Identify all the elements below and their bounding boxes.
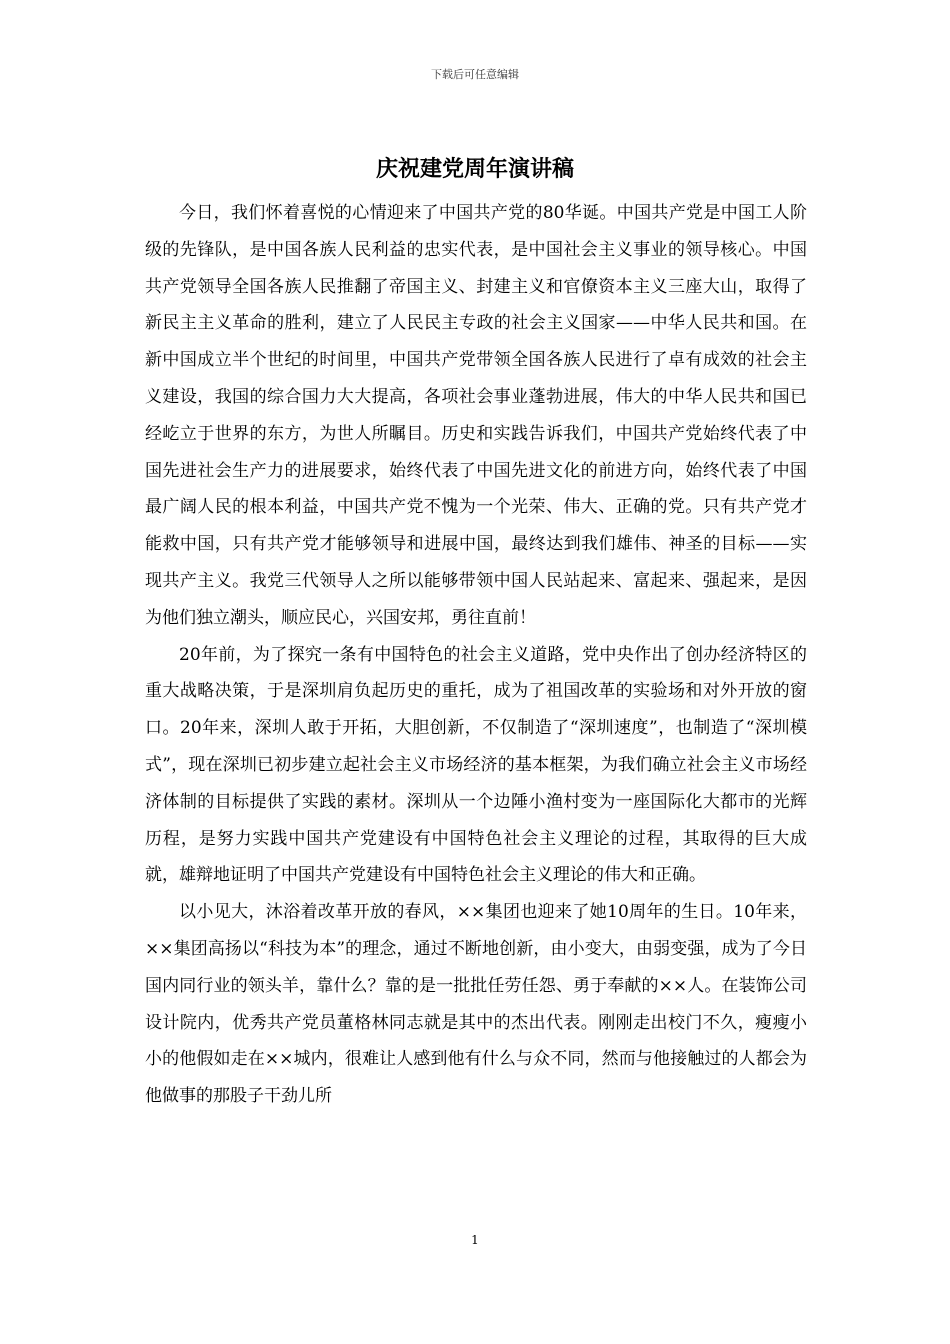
page-number: 1 [471,1233,479,1247]
document-body [145,195,807,1115]
document-title: 庆祝建党周年演讲稿 [375,157,574,182]
paragraph: 20年前，为了探究一条有中国特色的社会主义道路，党中央作出了创办经济特区的重大战略决策，于是深圳肩负起历史的重托，成为了祖国改革的实验场和对外开放的窗口。20年来，深圳人敢于开拓，大胆创新，不仅制造了“深圳速度”，也制造了“深圳模式”，现在深圳已初步建立起社会主义市场经济的基本框架，为我们确立社会主义市场经济体制的目标提供了实践的素材。深圳从一个边陲小渔村变为一座国际化大都市的光辉历程，是努力实践中国共产党建设有中国特色社会主义理论的过程，其取得的巨大成就，雄辩地证明了中国共产党建设有中国特色社会主义理论的伟大和正确。 [145,644,807,886]
header-note: 下载后可任意编辑 [431,68,519,81]
paragraph: 今日，我们怀着喜悦的心情迎来了中国共产党的80华诞。中国共产党是中国工人阶级的先锋队，是中国各族人民利益的忠实代表，是中国社会主义事业的领导核心。中国共产党领导全国各族人民推翻了帝国主义、封建主义和官僚资本主义三座大山，取得了新民主主义革命的胜利，建立了人民民主专政的社会主义国家——中华人民共和国。在新中国成立半个世纪的时间里，中国共产党带领全国各族人民进行了卓有成效的社会主义建设，我国的综合国力大大提高，各项社会事业蓬勃进展，伟大的中华人民共和国已经屹立于世界的东方，为世人所瞩目。历史和实践告诉我们，中国共产党始终代表了中国先进社会生产力的进展要求，始终代表了中国先进文化的前进方向，始终代表了中国最广阔人民的根本利益，中国共产党不愧为一个光荣、伟大、正确的党。只有共产党才能救中国，只有共产党才能够领导和进展中国，最终达到我们雄伟、神圣的目标——实现共产主义。我党三代领导人之所以能够带领中国人民站起来、富起来、强起来，是因为他们独立潮头，顺应民心，兴国安邦，勇往直前！ [145,203,807,628]
paragraph: 以小见大，沐浴着改革开放的春风，××集团也迎来了她10周年的生日。10年来，××集团高扬以“科技为本”的理念，通过不断地创新，由小变大，由弱变强，成为了今日国内同行业的领头羊，靠什么？靠的是一批批任劳任怨、勇于奉献的××人。在装饰公司设计院内，优秀共产党员董格林同志就是其中的杰出代表。刚刚走出校门不久，瘦瘦小小的他假如走在××城内，很难让人感到他有什么与众不同，然而与他接触过的人都会为他做事的那股子干劲儿所 [145,902,807,1107]
